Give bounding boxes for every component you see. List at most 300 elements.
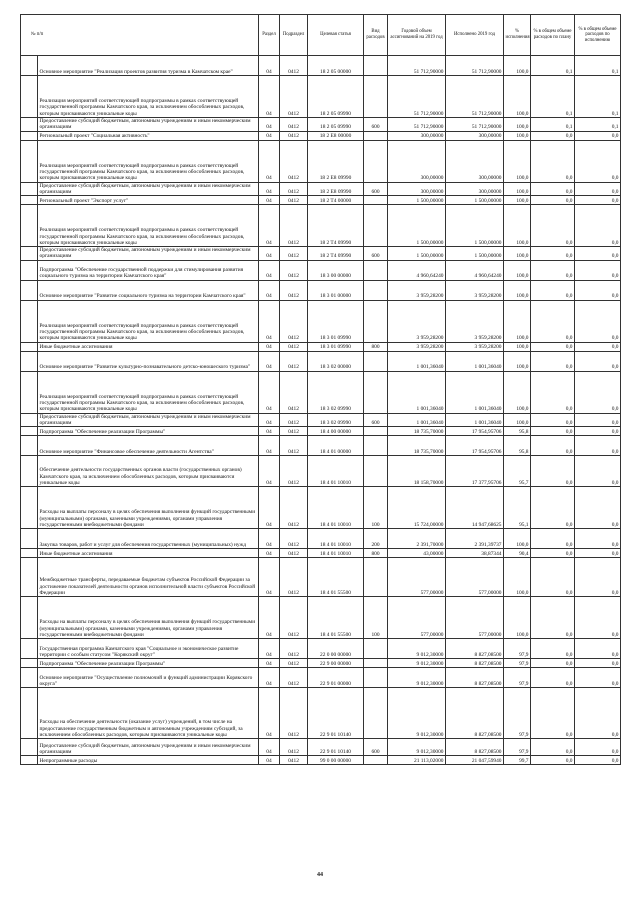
cell-name: Реализация мероприятий соответствующей подпрограммы в рамках соответствующей государственной программы Камчатского края, за исключением обособленных расходов, которым присваиваются уникальные коды xyxy=(38,140,259,182)
table-body xyxy=(21,56,621,765)
table-row xyxy=(21,668,621,688)
cell-share-fact: 0,0 xyxy=(575,756,621,765)
cell-share-fact: 0,0 xyxy=(575,558,621,597)
cell-fact: 300,00000 xyxy=(446,182,504,196)
cell-num xyxy=(21,56,38,76)
cell-name: Реализация мероприятий соответствующей подпрограммы в рамках соответствующей государственной программы Камчатского края, за исключением обособленных расходов, которым присваиваются уникальные коды xyxy=(38,76,259,118)
cell-share-fact: 0,0 xyxy=(575,196,621,205)
cell-razdel: 04 xyxy=(259,205,280,247)
cell-num xyxy=(21,529,38,549)
cell-podrazdel: 0412 xyxy=(280,739,308,756)
cell-share-fact: 0,0 xyxy=(575,487,621,529)
cell-vr xyxy=(364,668,388,688)
header-pct: % исполнения xyxy=(504,15,531,56)
cell-name: Основное мероприятие "Развитие социального туризма на территории Камчатского края" xyxy=(38,280,259,300)
cell-csr: 18 4 01 55500 xyxy=(308,597,364,639)
cell-csr: 18 4 01 10010 xyxy=(308,487,364,529)
header-share-plan: % в общем объеме расходов по плану xyxy=(531,15,575,56)
cell-share-plan: 0,0 xyxy=(531,456,575,487)
cell-plan: 9 012,30000 xyxy=(388,668,446,688)
cell-fact: 1 001,36040 xyxy=(446,371,504,413)
cell-share-fact: 0,0 xyxy=(575,247,621,261)
cell-podrazdel: 0412 xyxy=(280,182,308,196)
cell-num xyxy=(21,427,38,436)
cell-razdel: 04 xyxy=(259,280,280,300)
cell-pct: 100,0 xyxy=(504,260,531,280)
cell-name: Региональный проект "Экспорт услуг" xyxy=(38,196,259,205)
cell-podrazdel: 0412 xyxy=(280,427,308,436)
cell-name: Предоставление субсидий бюджетным, автономным учреждениям и иным некоммерческим организациям xyxy=(38,413,259,427)
cell-share-plan: 0,0 xyxy=(531,280,575,300)
cell-vr xyxy=(364,140,388,182)
cell-podrazdel: 0412 xyxy=(280,756,308,765)
cell-razdel: 04 xyxy=(259,668,280,688)
cell-share-plan: 0,0 xyxy=(531,668,575,688)
cell-num xyxy=(21,131,38,140)
cell-num xyxy=(21,118,38,132)
cell-pct: 100,0 xyxy=(504,131,531,140)
cell-name: Обеспечение деятельности государственных органов власти (государственных органов) Камчатского края, за исключением обособленных расходов, которым присваиваются уникальные коды xyxy=(38,456,259,487)
cell-plan: 4 960,64240 xyxy=(388,260,446,280)
cell-csr: 18 2 T4 09990 xyxy=(308,247,364,261)
table-row xyxy=(21,688,621,739)
cell-pct: 100,0 xyxy=(504,351,531,371)
cell-plan: 2 391,70000 xyxy=(388,529,446,549)
cell-csr: 18 4 00 00000 xyxy=(308,427,364,436)
cell-name: Основное мероприятие "Финансовое обеспечение деятельности Агентства" xyxy=(38,436,259,456)
cell-name: Основное мероприятие "Осуществление полномочий и функций администрации Корякского округа" xyxy=(38,668,259,688)
cell-razdel: 04 xyxy=(259,56,280,76)
table-row xyxy=(21,76,621,118)
cell-share-plan: 0,0 xyxy=(531,639,575,659)
cell-vr xyxy=(364,659,388,668)
cell-vr: 600 xyxy=(364,247,388,261)
cell-share-fact: 0,0 xyxy=(575,427,621,436)
cell-num xyxy=(21,196,38,205)
cell-num xyxy=(21,688,38,739)
cell-fact: 1 001,36040 xyxy=(446,413,504,427)
cell-csr: 18 2 E8 09990 xyxy=(308,140,364,182)
table-row xyxy=(21,597,621,639)
cell-num xyxy=(21,756,38,765)
cell-vr: 600 xyxy=(364,413,388,427)
cell-share-fact: 0,0 xyxy=(575,668,621,688)
cell-share-fact: 0,0 xyxy=(575,529,621,549)
cell-share-plan: 0,0 xyxy=(531,436,575,456)
cell-podrazdel: 0412 xyxy=(280,558,308,597)
cell-csr: 18 3 01 00000 xyxy=(308,280,364,300)
cell-fact: 8 827,08500 xyxy=(446,739,504,756)
cell-plan: 9 012,30000 xyxy=(388,739,446,756)
cell-name: Региональный проект "Социальная активность" xyxy=(38,131,259,140)
cell-razdel: 04 xyxy=(259,436,280,456)
cell-pct: 97,9 xyxy=(504,668,531,688)
cell-share-fact: 0,1 xyxy=(575,118,621,132)
cell-pct: 95,8 xyxy=(504,427,531,436)
cell-pct: 95,7 xyxy=(504,456,531,487)
cell-share-fact: 0,0 xyxy=(575,456,621,487)
cell-podrazdel: 0412 xyxy=(280,639,308,659)
table-row xyxy=(21,739,621,756)
cell-vr xyxy=(364,456,388,487)
cell-share-fact: 0,1 xyxy=(575,56,621,76)
table-row xyxy=(21,456,621,487)
cell-pct: 100,0 xyxy=(504,558,531,597)
cell-podrazdel: 0412 xyxy=(280,342,308,351)
cell-name: Иные бюджетные ассигнования xyxy=(38,342,259,351)
cell-podrazdel: 0412 xyxy=(280,260,308,280)
cell-num xyxy=(21,351,38,371)
cell-name: Иные бюджетные ассигнования xyxy=(38,549,259,558)
cell-pct: 100,0 xyxy=(504,182,531,196)
cell-plan: 18 735,70000 xyxy=(388,427,446,436)
cell-share-fact: 0,0 xyxy=(575,205,621,247)
cell-fact: 8 827,08500 xyxy=(446,688,504,739)
cell-plan: 300,00000 xyxy=(388,140,446,182)
cell-podrazdel: 0412 xyxy=(280,118,308,132)
cell-plan: 577,00000 xyxy=(388,558,446,597)
cell-csr: 18 2 05 00000 xyxy=(308,56,364,76)
cell-plan: 3 959,28200 xyxy=(388,342,446,351)
cell-share-fact: 0,0 xyxy=(575,342,621,351)
cell-vr xyxy=(364,260,388,280)
cell-razdel: 04 xyxy=(259,300,280,342)
cell-num xyxy=(21,260,38,280)
cell-vr xyxy=(364,427,388,436)
cell-share-plan: 0,1 xyxy=(531,118,575,132)
cell-fact: 3 959,28200 xyxy=(446,280,504,300)
cell-num xyxy=(21,739,38,756)
cell-pct: 100,0 xyxy=(504,413,531,427)
cell-num xyxy=(21,639,38,659)
cell-plan: 1 001,36040 xyxy=(388,351,446,371)
cell-num xyxy=(21,247,38,261)
cell-num xyxy=(21,76,38,118)
cell-fact: 2 391,39737 xyxy=(446,529,504,549)
cell-fact: 577,00000 xyxy=(446,558,504,597)
table-row xyxy=(21,196,621,205)
cell-plan: 1 500,00000 xyxy=(388,247,446,261)
cell-num xyxy=(21,487,38,529)
cell-num xyxy=(21,140,38,182)
cell-vr: 100 xyxy=(364,487,388,529)
cell-fact: 8 827,08500 xyxy=(446,668,504,688)
table-row xyxy=(21,639,621,659)
cell-share-plan: 0,0 xyxy=(531,131,575,140)
cell-razdel: 04 xyxy=(259,427,280,436)
cell-csr: 18 3 00 00000 xyxy=(308,260,364,280)
cell-csr: 18 2 05 09990 xyxy=(308,118,364,132)
cell-vr xyxy=(364,351,388,371)
cell-podrazdel: 0412 xyxy=(280,140,308,182)
cell-share-fact: 0,0 xyxy=(575,351,621,371)
cell-share-plan: 0,0 xyxy=(531,205,575,247)
cell-pct: 95,8 xyxy=(504,436,531,456)
header-fact: Исполнено 2019 год xyxy=(446,15,504,56)
table-row xyxy=(21,371,621,413)
cell-razdel: 04 xyxy=(259,739,280,756)
cell-plan: 1 500,00000 xyxy=(388,205,446,247)
cell-csr: 18 4 01 55500 xyxy=(308,558,364,597)
cell-plan: 9 012,30000 xyxy=(388,659,446,668)
cell-num xyxy=(21,436,38,456)
cell-vr xyxy=(364,639,388,659)
cell-fact: 8 827,08500 xyxy=(446,659,504,668)
cell-name: Подпрограмма "Обеспечение реализации Программы" xyxy=(38,427,259,436)
table-row xyxy=(21,756,621,765)
cell-podrazdel: 0412 xyxy=(280,131,308,140)
cell-podrazdel: 0412 xyxy=(280,487,308,529)
cell-share-fact: 0,0 xyxy=(575,182,621,196)
cell-share-fact: 0,0 xyxy=(575,413,621,427)
cell-share-plan: 0,0 xyxy=(531,140,575,182)
cell-vr xyxy=(364,558,388,597)
cell-share-plan: 0,0 xyxy=(531,342,575,351)
cell-name: Реализация мероприятий соответствующей подпрограммы в рамках соответствующей государственной программы Камчатского края, за исключением обособленных расходов, которым присваиваются уникальные коды xyxy=(38,205,259,247)
cell-num xyxy=(21,668,38,688)
cell-pct: 100,0 xyxy=(504,371,531,413)
cell-name: Расходы на выплаты персоналу в целях обеспечения выполнения функций государственными (муниципальными) органами, казенными учреждениями, органами управления государственными внебюджетными фондами xyxy=(38,487,259,529)
cell-num xyxy=(21,456,38,487)
cell-razdel: 04 xyxy=(259,597,280,639)
cell-fact: 577,00000 xyxy=(446,597,504,639)
cell-csr: 18 4 01 10010 xyxy=(308,529,364,549)
cell-podrazdel: 0412 xyxy=(280,371,308,413)
cell-vr: 600 xyxy=(364,739,388,756)
cell-pct: 100,0 xyxy=(504,56,531,76)
cell-num xyxy=(21,182,38,196)
cell-podrazdel: 0412 xyxy=(280,247,308,261)
cell-share-plan: 0,0 xyxy=(531,247,575,261)
cell-razdel: 04 xyxy=(259,140,280,182)
cell-fact: 38,87344 xyxy=(446,549,504,558)
cell-razdel: 04 xyxy=(259,342,280,351)
cell-razdel: 04 xyxy=(259,456,280,487)
table-row xyxy=(21,300,621,342)
cell-num xyxy=(21,342,38,351)
cell-csr: 18 2 T4 00000 xyxy=(308,196,364,205)
cell-csr: 18 4 01 10010 xyxy=(308,456,364,487)
cell-share-plan: 0,1 xyxy=(531,76,575,118)
cell-razdel: 04 xyxy=(259,76,280,118)
cell-razdel: 04 xyxy=(259,756,280,765)
table-row xyxy=(21,351,621,371)
cell-share-plan: 0,0 xyxy=(531,558,575,597)
cell-razdel: 04 xyxy=(259,413,280,427)
cell-csr: 18 3 01 09990 xyxy=(308,342,364,351)
cell-pct: 95,1 xyxy=(504,487,531,529)
table-row xyxy=(21,487,621,529)
cell-podrazdel: 0412 xyxy=(280,456,308,487)
cell-csr: 18 2 05 09990 xyxy=(308,76,364,118)
cell-vr xyxy=(364,196,388,205)
cell-csr: 22 9 00 00000 xyxy=(308,659,364,668)
cell-razdel: 04 xyxy=(259,659,280,668)
cell-csr: 18 4 01 10010 xyxy=(308,549,364,558)
cell-share-plan: 0,0 xyxy=(531,413,575,427)
cell-num xyxy=(21,597,38,639)
cell-pct: 100,0 xyxy=(504,205,531,247)
table-row xyxy=(21,342,621,351)
cell-share-plan: 0,0 xyxy=(531,182,575,196)
header-razdel: Раздел xyxy=(259,15,280,56)
header-vr: Вид расходов xyxy=(364,15,388,56)
cell-vr xyxy=(364,371,388,413)
cell-podrazdel: 0412 xyxy=(280,668,308,688)
cell-vr: 600 xyxy=(364,182,388,196)
cell-fact: 4 960,64240 xyxy=(446,260,504,280)
cell-podrazdel: 0412 xyxy=(280,196,308,205)
cell-plan: 43,00000 xyxy=(388,549,446,558)
cell-share-plan: 0,0 xyxy=(531,371,575,413)
cell-plan: 51 712,90000 xyxy=(388,76,446,118)
cell-plan: 1 001,36040 xyxy=(388,371,446,413)
cell-share-plan: 0,0 xyxy=(531,427,575,436)
cell-name: Реализация мероприятий соответствующей подпрограммы в рамках соответствующей государственной программы Камчатского края, за исключением обособленных расходов, которым присваиваются уникальные коды xyxy=(38,300,259,342)
cell-podrazdel: 0412 xyxy=(280,280,308,300)
table-row xyxy=(21,140,621,182)
cell-vr: 100 xyxy=(364,597,388,639)
header-csr: Целевая статья xyxy=(308,15,364,56)
cell-share-fact: 0,1 xyxy=(575,76,621,118)
cell-fact: 17 954,95706 xyxy=(446,436,504,456)
cell-vr: 600 xyxy=(364,118,388,132)
cell-pct: 90,4 xyxy=(504,549,531,558)
cell-csr: 18 3 01 09990 xyxy=(308,300,364,342)
cell-fact: 51 712,90000 xyxy=(446,56,504,76)
cell-share-fact: 0,0 xyxy=(575,688,621,739)
cell-share-plan: 0,0 xyxy=(531,597,575,639)
cell-podrazdel: 0412 xyxy=(280,436,308,456)
table-header-row xyxy=(21,15,621,56)
cell-plan: 300,00000 xyxy=(388,131,446,140)
cell-csr: 18 2 E8 09990 xyxy=(308,182,364,196)
header-plan: Годовой объем ассигнований на 2019 год xyxy=(388,15,446,56)
cell-razdel: 04 xyxy=(259,558,280,597)
header-num: № п/п xyxy=(21,15,259,56)
cell-share-plan: 0,0 xyxy=(531,487,575,529)
cell-csr: 18 4 01 00000 xyxy=(308,436,364,456)
cell-pct: 100,0 xyxy=(504,118,531,132)
cell-fact: 8 827,08500 xyxy=(446,639,504,659)
header-podrazdel: Подраздел xyxy=(280,15,308,56)
cell-name: Реализация мероприятий соответствующей подпрограммы в рамках соответствующей государственной программы Камчатского края, за исключением обособленных расходов, которым присваиваются уникальные коды xyxy=(38,371,259,413)
cell-share-plan: 0,0 xyxy=(531,300,575,342)
cell-plan: 3 959,28200 xyxy=(388,300,446,342)
cell-csr: 18 2 E8 00000 xyxy=(308,131,364,140)
cell-podrazdel: 0412 xyxy=(280,351,308,371)
cell-vr xyxy=(364,280,388,300)
cell-csr: 99 0 00 00000 xyxy=(308,756,364,765)
cell-fact: 1 001,36040 xyxy=(446,351,504,371)
table-row xyxy=(21,413,621,427)
table-row xyxy=(21,558,621,597)
page-number: 44 xyxy=(317,872,323,878)
cell-plan: 18 158,70000 xyxy=(388,456,446,487)
document-page xyxy=(20,14,620,765)
cell-share-fact: 0,0 xyxy=(575,260,621,280)
cell-name: Подпрограмма "Обеспечение государственной поддержки для стимулирования развития социального туризма на территории Камчатского края" xyxy=(38,260,259,280)
cell-plan: 1 500,00000 xyxy=(388,196,446,205)
table-row xyxy=(21,118,621,132)
cell-razdel: 04 xyxy=(259,529,280,549)
cell-fact: 3 959,28200 xyxy=(446,300,504,342)
header-share-fact: % в общем объеме расходов по исполнению xyxy=(575,15,621,56)
cell-pct: 97,9 xyxy=(504,739,531,756)
cell-vr xyxy=(364,300,388,342)
cell-share-plan: 0,0 xyxy=(531,739,575,756)
cell-vr: 200 xyxy=(364,529,388,549)
cell-num xyxy=(21,549,38,558)
cell-fact: 51 712,90000 xyxy=(446,76,504,118)
cell-pct: 97,9 xyxy=(504,659,531,668)
cell-podrazdel: 0412 xyxy=(280,597,308,639)
cell-fact: 21 047,59940 xyxy=(446,756,504,765)
cell-num xyxy=(21,205,38,247)
cell-name: Подпрограмма "Обеспечение реализации Программы" xyxy=(38,659,259,668)
cell-share-plan: 0,0 xyxy=(531,549,575,558)
cell-razdel: 04 xyxy=(259,688,280,739)
cell-fact: 300,00000 xyxy=(446,140,504,182)
cell-plan: 51 712,90000 xyxy=(388,118,446,132)
cell-razdel: 04 xyxy=(259,196,280,205)
cell-csr: 22 9 01 10140 xyxy=(308,739,364,756)
cell-razdel: 04 xyxy=(259,487,280,529)
cell-pct: 100,0 xyxy=(504,247,531,261)
table-row xyxy=(21,529,621,549)
cell-share-fact: 0,0 xyxy=(575,639,621,659)
cell-pct: 100,0 xyxy=(504,280,531,300)
cell-vr: 800 xyxy=(364,549,388,558)
cell-pct: 100,0 xyxy=(504,140,531,182)
table-row xyxy=(21,56,621,76)
cell-share-fact: 0,0 xyxy=(575,131,621,140)
cell-plan: 9 012,30000 xyxy=(388,639,446,659)
cell-razdel: 04 xyxy=(259,639,280,659)
cell-podrazdel: 0412 xyxy=(280,688,308,739)
cell-pct: 100,0 xyxy=(504,342,531,351)
cell-razdel: 04 xyxy=(259,371,280,413)
table-row xyxy=(21,280,621,300)
cell-plan: 3 959,28200 xyxy=(388,280,446,300)
cell-vr xyxy=(364,131,388,140)
cell-fact: 1 500,00000 xyxy=(446,196,504,205)
cell-name: Межбюджетные трансферты, передаваемые бюджетам субъектов Российской Федерации за достижение показателей деятельности органов исполнительной власти субъектов Российской Федерации xyxy=(38,558,259,597)
table-row xyxy=(21,247,621,261)
cell-pct: 99,7 xyxy=(504,756,531,765)
cell-pct: 100,0 xyxy=(504,529,531,549)
cell-podrazdel: 0412 xyxy=(280,300,308,342)
cell-share-fact: 0,0 xyxy=(575,300,621,342)
table-row xyxy=(21,205,621,247)
cell-share-fact: 0,0 xyxy=(575,739,621,756)
cell-name: Расходы на выплаты персоналу в целях обеспечения выполнения функций государственными (муниципальными) органами, казенными учреждениями, органами управления государственными внебюджетными фондами xyxy=(38,597,259,639)
table-row xyxy=(21,182,621,196)
cell-share-fact: 0,0 xyxy=(575,280,621,300)
cell-vr xyxy=(364,76,388,118)
cell-pct: 100,0 xyxy=(504,597,531,639)
cell-razdel: 04 xyxy=(259,351,280,371)
table-row xyxy=(21,427,621,436)
cell-name: Расходы на обеспечение деятельности (оказание услуг) учреждений, в том числе на предоставление государственным бюджетным и автономным учреждениям субсидий, за исключением обособленных расходов, которым присваиваются уникальные коды xyxy=(38,688,259,739)
cell-name: Предоставление субсидий бюджетным, автономным учреждениям и иным некоммерческим организациям xyxy=(38,247,259,261)
cell-name: Предоставление субсидий бюджетным, автономным учреждениям и иным некоммерческим организациям xyxy=(38,118,259,132)
cell-share-fact: 0,0 xyxy=(575,371,621,413)
cell-vr: 800 xyxy=(364,342,388,351)
table-row xyxy=(21,260,621,280)
cell-fact: 1 500,00000 xyxy=(446,205,504,247)
table-row xyxy=(21,549,621,558)
